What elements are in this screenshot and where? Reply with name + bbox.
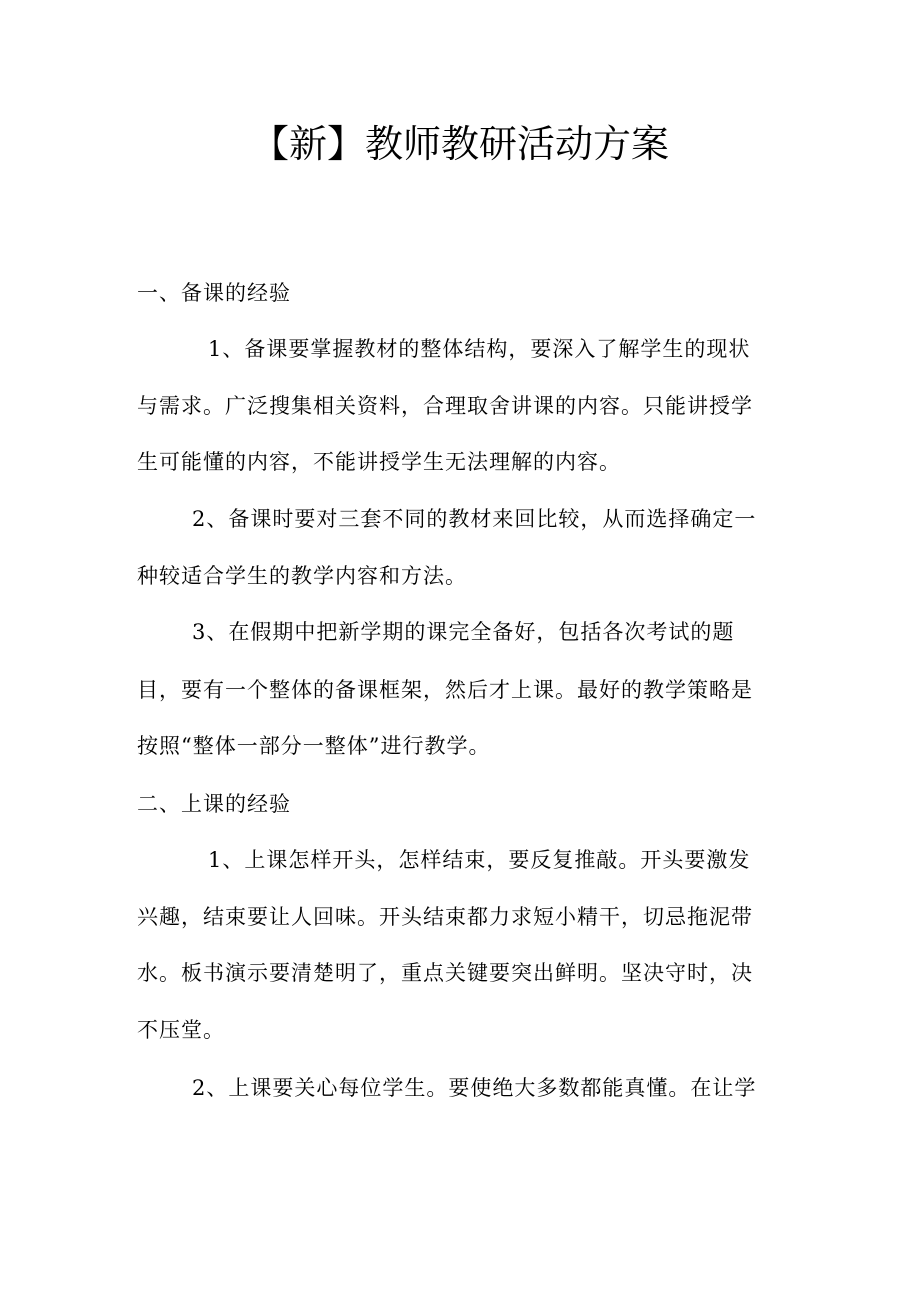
paragraph-line: 按照“整体一部分一整体”进行教学。 [137,734,491,758]
paragraph-line: 种较适合学生的教学内容和方法。 [137,564,467,588]
paragraph-line: 2、上课要关心每位学生。要使绝大多数都能真懂。在让学 [192,1076,757,1100]
paragraph-line: 生可能懂的内容，不能讲授学生无法理解的内容。 [137,450,621,474]
document-title: 【新】教师教研活动方案 [250,122,669,166]
paragraph-line: 3、在假期中把新学期的课完全备好，包括各次考试的题 [192,620,735,644]
section-heading-2: 二、上课的经验 [137,792,291,816]
paragraph-line: 水。板书演示要清楚明了，重点关键要突出鲜明。坚决守时，决 [137,961,753,985]
paragraph-line: 不压堂。 [137,1018,225,1042]
section-heading-1: 一、备课的经验 [137,281,291,305]
paragraph-line: 目，要有一个整体的备课框架，然后才上课。最好的教学策略是 [137,678,753,702]
paragraph-line: 与需求。广泛搜集相关资料，合理取舍讲课的内容。只能讲授学 [137,394,753,418]
paragraph-line: 1、备课要掌握教材的整体结构，要深入了解学生的现状 [208,337,751,361]
paragraph-line: 兴趣，结束要让人回味。开头结束都力求短小精干，切忌拖泥带 [137,905,753,929]
paragraph-line: 2、备课时要对三套不同的教材来回比较，从而选择确定一 [192,507,757,531]
paragraph-line: 1、上课怎样开头，怎样结束，要反复推敲。开头要激发 [208,848,751,872]
